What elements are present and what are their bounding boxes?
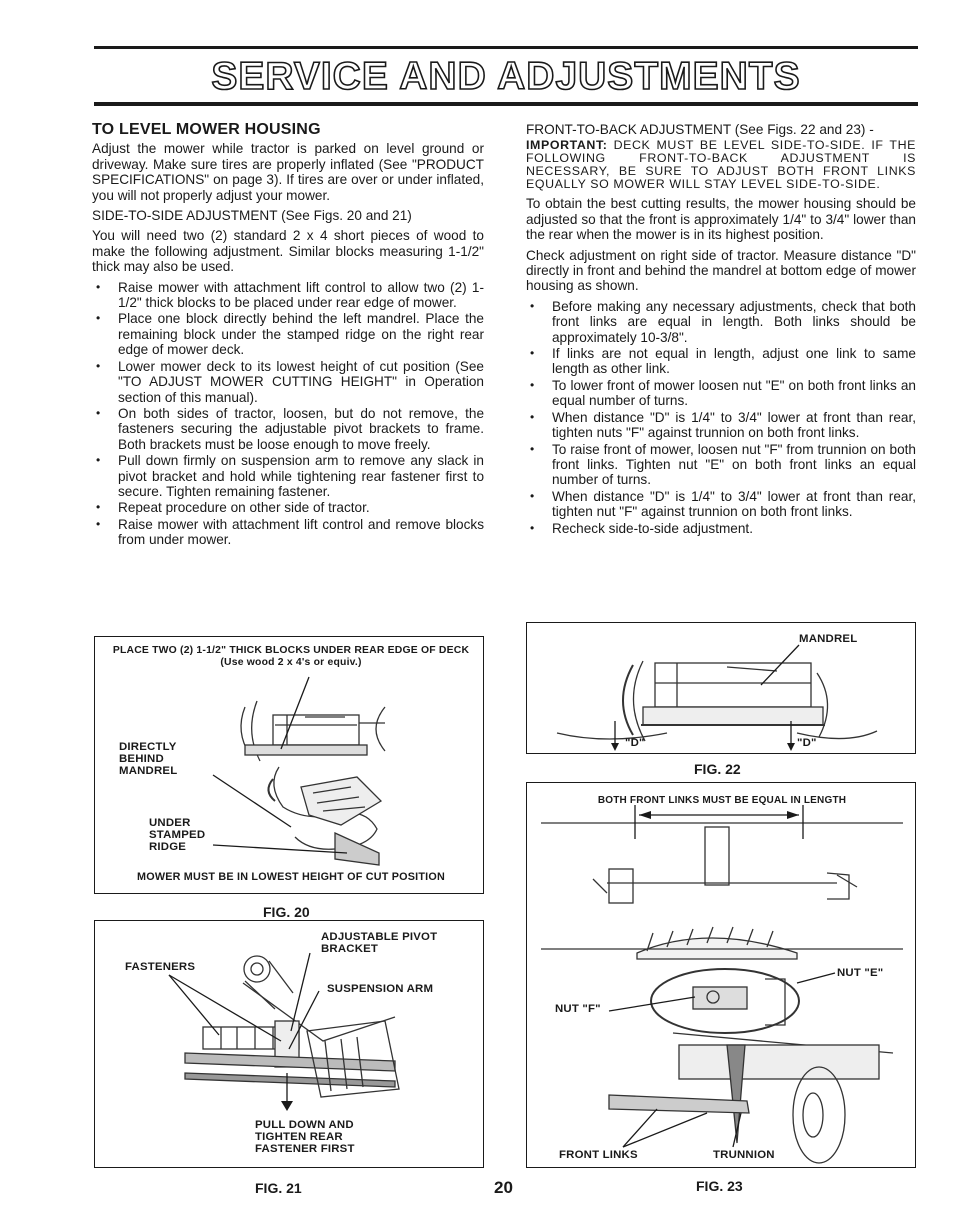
list-item: • Pull down firmly on suspension arm to remove any slack in pivot bracket and hold while tightening rear fastener first to secure. Tighten remaining fastener. (92, 453, 484, 499)
list-item: • Raise mower with attachment lift control and remove blocks from under mower. (92, 517, 484, 548)
list-item: • On both sides of tractor, loosen, but do not remove, the fasteners securing the adjustable pivot brackets to frame. Both brackets must be loose enough to move freely. (92, 406, 484, 452)
important-label: IMPORTANT: (526, 138, 608, 153)
fig23-caption: FIG. 23 (696, 1178, 743, 1194)
list-item: • When distance "D" is 1/4" to 3/4" lower at front than rear, tighten nuts "F" against trunnion on both front links. (526, 410, 916, 441)
fig23-label-nut-e: NUT "E" (837, 967, 884, 979)
fig20-label-ridge: UNDER STAMPED RIDGE (149, 817, 206, 853)
important-notice (526, 139, 916, 191)
fig21-label-arm: SUSPENSION ARM (327, 983, 434, 995)
fig20-top-label: PLACE TWO (2) 1-1/2" THICK BLOCKS UNDER REAR EDGE OF DECK (Use wood 2 x 4's or equiv.) (112, 645, 470, 668)
page-title: SERVICE AND ADJUSTMENTS (211, 55, 801, 98)
fig22-caption: FIG. 22 (694, 761, 741, 777)
fig20-caption: FIG. 20 (263, 904, 310, 920)
list-item: • Repeat procedure on other side of tractor. (92, 500, 484, 515)
fig21-label-pull: PULL DOWN AND TIGHTEN REAR FASTENER FIRST (255, 1119, 355, 1155)
figure-22 (526, 622, 916, 754)
side-adjustment-intro: You will need two (2) standard 2 x 4 short pieces of wood to make the following adjustment. Similar blocks measuring 1-1/2" thick may also be used. (92, 228, 484, 275)
front-adjustment-heading: FRONT-TO-BACK ADJUSTMENT (See Figs. 22 and 23) - (526, 122, 874, 137)
fig21-caption: FIG. 21 (255, 1180, 302, 1196)
front-paragraph-2: Check adjustment on right side of tractor. Measure distance "D" directly in front and behind the mandrel at bottom edge of mower housing as shown. (526, 247, 916, 294)
list-item: • To lower front of mower loosen nut "E" on both front links an equal number of turns. (526, 378, 916, 409)
right-column (526, 122, 916, 540)
fig23-label-nut-f: NUT "F" (555, 1003, 601, 1015)
figure-22-drawing (527, 623, 916, 754)
fig23-label-trunnion: TRUNNION (713, 1149, 775, 1161)
fig21-label-fasteners: FASTENERS (125, 961, 196, 973)
fig23-label-links: FRONT LINKS (559, 1149, 638, 1161)
section-heading: TO LEVEL MOWER HOUSING (92, 121, 321, 138)
list-item: • Raise mower with attachment lift control to allow two (2) 1-1/2" thick blocks to be placed under rear edge of mower. (92, 280, 484, 311)
list-item: • Before making any necessary adjustments, check that both front links are equal in length. Both links should be approximately 10-3/8". (526, 299, 916, 345)
fig22-label-d-right: "D" (797, 737, 817, 749)
fig23-top-label: BOTH FRONT LINKS MUST BE EQUAL IN LENGTH (597, 795, 847, 806)
figure-20 (94, 636, 484, 894)
page-number: 20 (494, 1178, 513, 1197)
list-item: • Lower mower deck to its lowest height of cut position (See "TO ADJUST MOWER CUTTING HEIGHT" in Operation section of this manual). (92, 359, 484, 405)
list-item: • When distance "D" is 1/4" to 3/4" lower at front than rear, tighten nut "F" against trunnion on both front links. (526, 489, 916, 520)
header-rule-bottom (94, 102, 918, 106)
front-paragraph-1: To obtain the best cutting results, the mower housing should be adjusted so that the front is approximately 1/4" to 3/4" lower than the rear when the mower is in its highest position. (526, 196, 916, 243)
front-adjustment-steps (526, 299, 916, 536)
important-text: DECK MUST BE LEVEL SIDE-TO-SIDE. IF THE FOLLOWING FRONT-TO-BACK ADJUSTMENT IS NECESSARY, BE SURE TO ADJUST BOTH FRONT LINKS EQUALLY SO MOWER WILL STAY LEVEL SIDE-TO-SIDE. (526, 138, 917, 192)
list-item: • If links are not equal in length, adjust one link to same length as other link. (526, 346, 916, 377)
list-item: • Place one block directly behind the left mandrel. Place the remaining block under the stamped ridge on the right rear edge of mower deck. (92, 311, 484, 357)
figure-23 (526, 782, 916, 1168)
side-adjustment-steps (92, 280, 484, 548)
fig22-label-mandrel: MANDREL (799, 633, 858, 645)
intro-paragraph: Adjust the mower while tractor is parked on level ground or driveway. Make sure tires are properly inflated (See "PRODUCT SPECIFICATIONS" on page 3). If tires are over or under inflated, you will not properly adjust your mower. (92, 141, 484, 203)
side-adjustment-heading: SIDE-TO-SIDE ADJUSTMENT (See Figs. 20 and 21) (92, 208, 412, 224)
list-item: • Recheck side-to-side adjustment. (526, 521, 916, 536)
list-item: • To raise front of mower, loosen nut "F" from trunnion on both front links. Tighten nut "E" on both front links an equal number of turns. (526, 442, 916, 488)
fig22-label-d-left: "D" (625, 737, 645, 749)
fig20-bottom-label: MOWER MUST BE IN LOWEST HEIGHT OF CUT POSITION (137, 871, 445, 883)
header-rule-top (94, 46, 918, 49)
fig20-label-mandrel: DIRECTLY BEHIND MANDREL (119, 741, 178, 777)
fig21-label-bracket: ADJUSTABLE PIVOT BRACKET (321, 931, 438, 955)
left-column (92, 122, 484, 552)
figure-21 (94, 920, 484, 1168)
